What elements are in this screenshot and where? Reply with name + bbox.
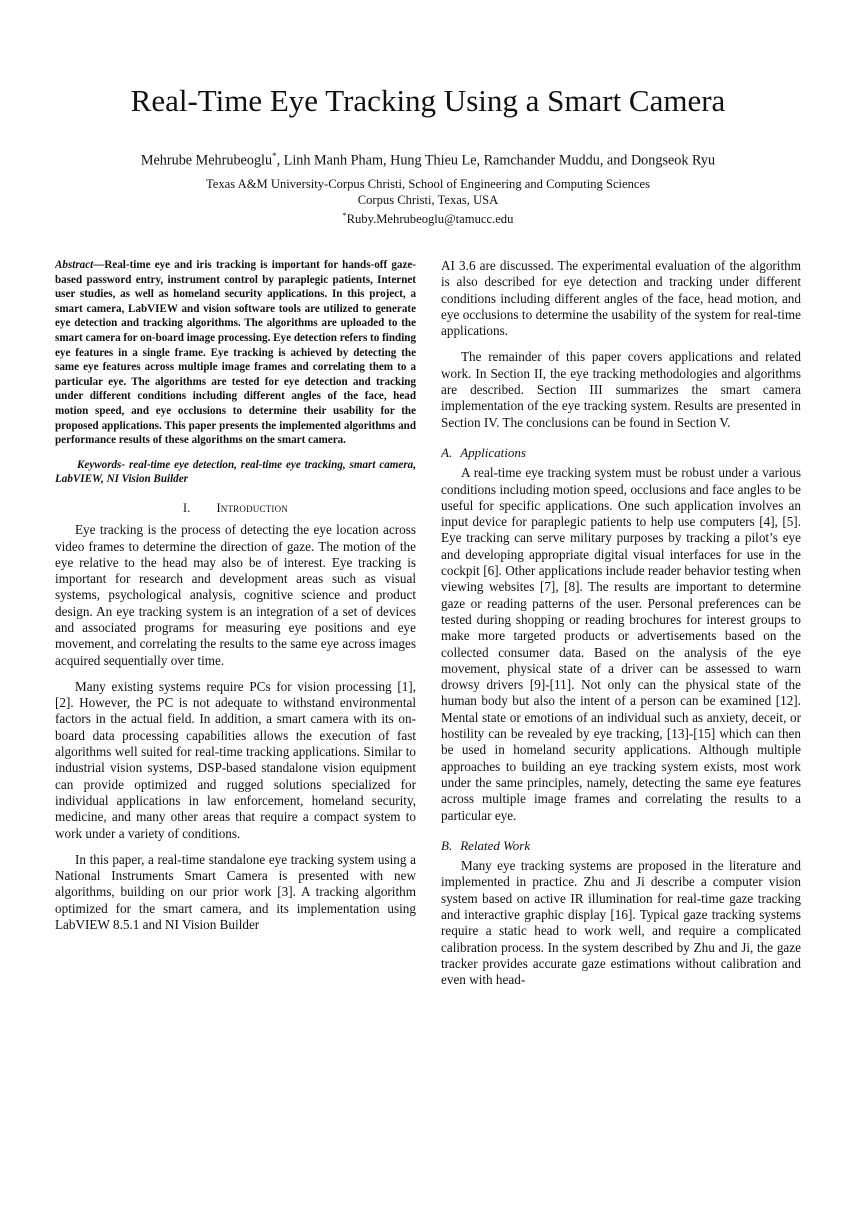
corresponding-author-mark: *: [272, 151, 277, 161]
section-title: Introduction: [216, 500, 288, 515]
right-column: [441, 258, 801, 1038]
paper-title: Real-Time Eye Tracking Using a Smart Camera: [130, 83, 726, 118]
abstract-dash: —: [93, 259, 105, 271]
keywords-lead: Keywords-: [77, 458, 126, 471]
intro-paragraph-2: Many existing systems require PCs for vision processing [1], [2]. However, the PC is not adequate to withstand environmental factors in the actual field. In addition, a smart camera with its on-board data processing capabilities allows the execution of fast algorithms well suited for real-time tracking applications. Similar to industrial vision systems, DSP-based standalone vision equipment can provide optimized and rugged solutions specialized for individual applications in law enforcement, homeland security, medicine, and many other areas that require a compact system to work under a variety of conditions.: [55, 678, 416, 841]
author-list: [0, 146, 856, 171]
subsection-heading-applications: [441, 445, 801, 461]
keywords-text: real-time eye detection, real-time eye tracking, smart camera, LabVIEW, NI Vision Builder: [55, 458, 416, 486]
subsection-number: A.: [441, 444, 453, 460]
affiliation-block: [0, 176, 856, 227]
intro-paragraph-4: The remainder of this paper covers applications and related work. In Section II, the eye tracking methodologies and algorithms are described. Section III summarizes the smart camera implementation of the eye tracking system. Results are presented in Section IV. The conclusions can be found in Section V.: [441, 349, 801, 430]
section-number: I.: [183, 500, 191, 515]
subsection-title: Related Work: [460, 837, 531, 853]
contact-email-line: [0, 208, 856, 227]
abstract-text: Real-time eye and iris tracking is important for hands-off gaze-based password entry, instrument control by paraplegic patients, Internet user studies, as well as homeland security applications. In this project, a smart camera, LabVIEW and vision software tools are utilized to generate eye detection and tracking algorithms. The algorithms are uploaded to the smart camera for on-board image processing. Eye detection refers to finding eye features in a single frame. Eye tracking is achieved by detecting the same eye features across multiple image frames and correlating them to a particular eye. The algorithms are tested for eye detection and tracking under different conditions including different angles of the face, head motion speed, and eye occlusions to determine their usability for the proposed applications. This paper presents the implemented algorithms and performance results of these algorithms on the smart camera.: [55, 259, 416, 447]
intro-paragraph-1: Eye tracking is the process of detecting the eye location across video frames to determine the direction of gaze. The motion of the eye relative to the head may also be of interest. Eye tracking is important for research and development areas such as visual systems, psychological analysis, cognitive science and product design. An eye tracking system is an integration of a set of devices and associated programs for measuring eye positions and eye movement, and correlating the results to the same eye across images acquired sequentially over time.: [55, 522, 416, 668]
email-mark: *: [342, 211, 347, 220]
intro-paragraph-3-continued: AI 3.6 are discussed. The experimental evaluation of the algorithm is also described for eye detection and tracking under different conditions including different angles of the face, head motion, and eye occlusions to determine the usability of the system for real-time applications.: [441, 258, 801, 339]
contact-email: Ruby.Mehrubeoglu@tamucc.edu: [346, 212, 514, 227]
affiliation-line-1: Texas A&M University-Corpus Christi, School of Engineering and Computing Sciences: [205, 177, 651, 191]
applications-paragraph: A real-time eye tracking system must be robust under a various conditions including motion speed, occlusions and face angles to be useful for specific applications. One such application involves an input device for paraplegic patients to help use computers [4], [5]. Eye tracking can serve military purposes by tracking a pilot’s eye and developing appropriate digital visual interfaces for use in the cockpit [6]. Other applications include reader behavior testing when viewing websites [7], [8]. The results are important to determine gaze or reading patterns of the user. Personal preferences can be tested during shopping or reading brochures for interest groups to make more targeted products or advertisements based on the collected consumer data. Based on the analysis of the eye movement, physical state of a driver can be assessed to warn drowsy drivers [9]-[11]. Not only can the physical state of the human body but also the intent of a person can be examined [12]. Mental state or emotions of an individual such as anxiety, deceit, or hostility can be revealed by eye tracking, [13]-[15] which can then be used in homeland security applications. Although multiple approaches to building an eye tracking system exists, most work under the same principles, namely, detecting the same eye features across multiple image frames and correlating the results to a particular eye.: [441, 465, 801, 823]
first-author: Mehrube Mehrubeoglu: [140, 152, 273, 169]
abstract-lead: Abstract: [55, 259, 94, 271]
related-work-paragraph: Many eye tracking systems are proposed in the literature and implemented in practice. Zhu and Ji describe a computer vision system based on active IR illumination for real-time gaze tracking and interactive graphic display [16]. Typical gaze tracking systems require a static head to work well, and require a complicated calibration process. In the system described by Zhu and Ji, the gaze tracker provides accurate gaze estimations without calibration and even with head-: [441, 858, 801, 988]
subsection-heading-related-work: [441, 838, 801, 854]
intro-paragraph-3: In this paper, a real-time standalone eye tracking system using a National Instruments Smart Camera is presented with new algorithms, building on our prior work [3]. A tracking algorithm optimized for the smart camera, and its implementation using LabVIEW 8.5.1 and NI Vision Builder: [55, 851, 416, 933]
subsection-number: B.: [441, 837, 453, 853]
section-heading-introduction: [55, 500, 416, 516]
keywords: [55, 458, 416, 487]
left-column: [55, 258, 416, 1038]
abstract: [55, 258, 416, 448]
co-authors: , Linh Manh Pham, Hung Thieu Le, Ramchander Muddu, and Dongseok Ryu: [276, 152, 716, 169]
affiliation-line-2: Corpus Christi, Texas, USA: [357, 193, 499, 207]
subsection-title: Applications: [460, 444, 526, 460]
